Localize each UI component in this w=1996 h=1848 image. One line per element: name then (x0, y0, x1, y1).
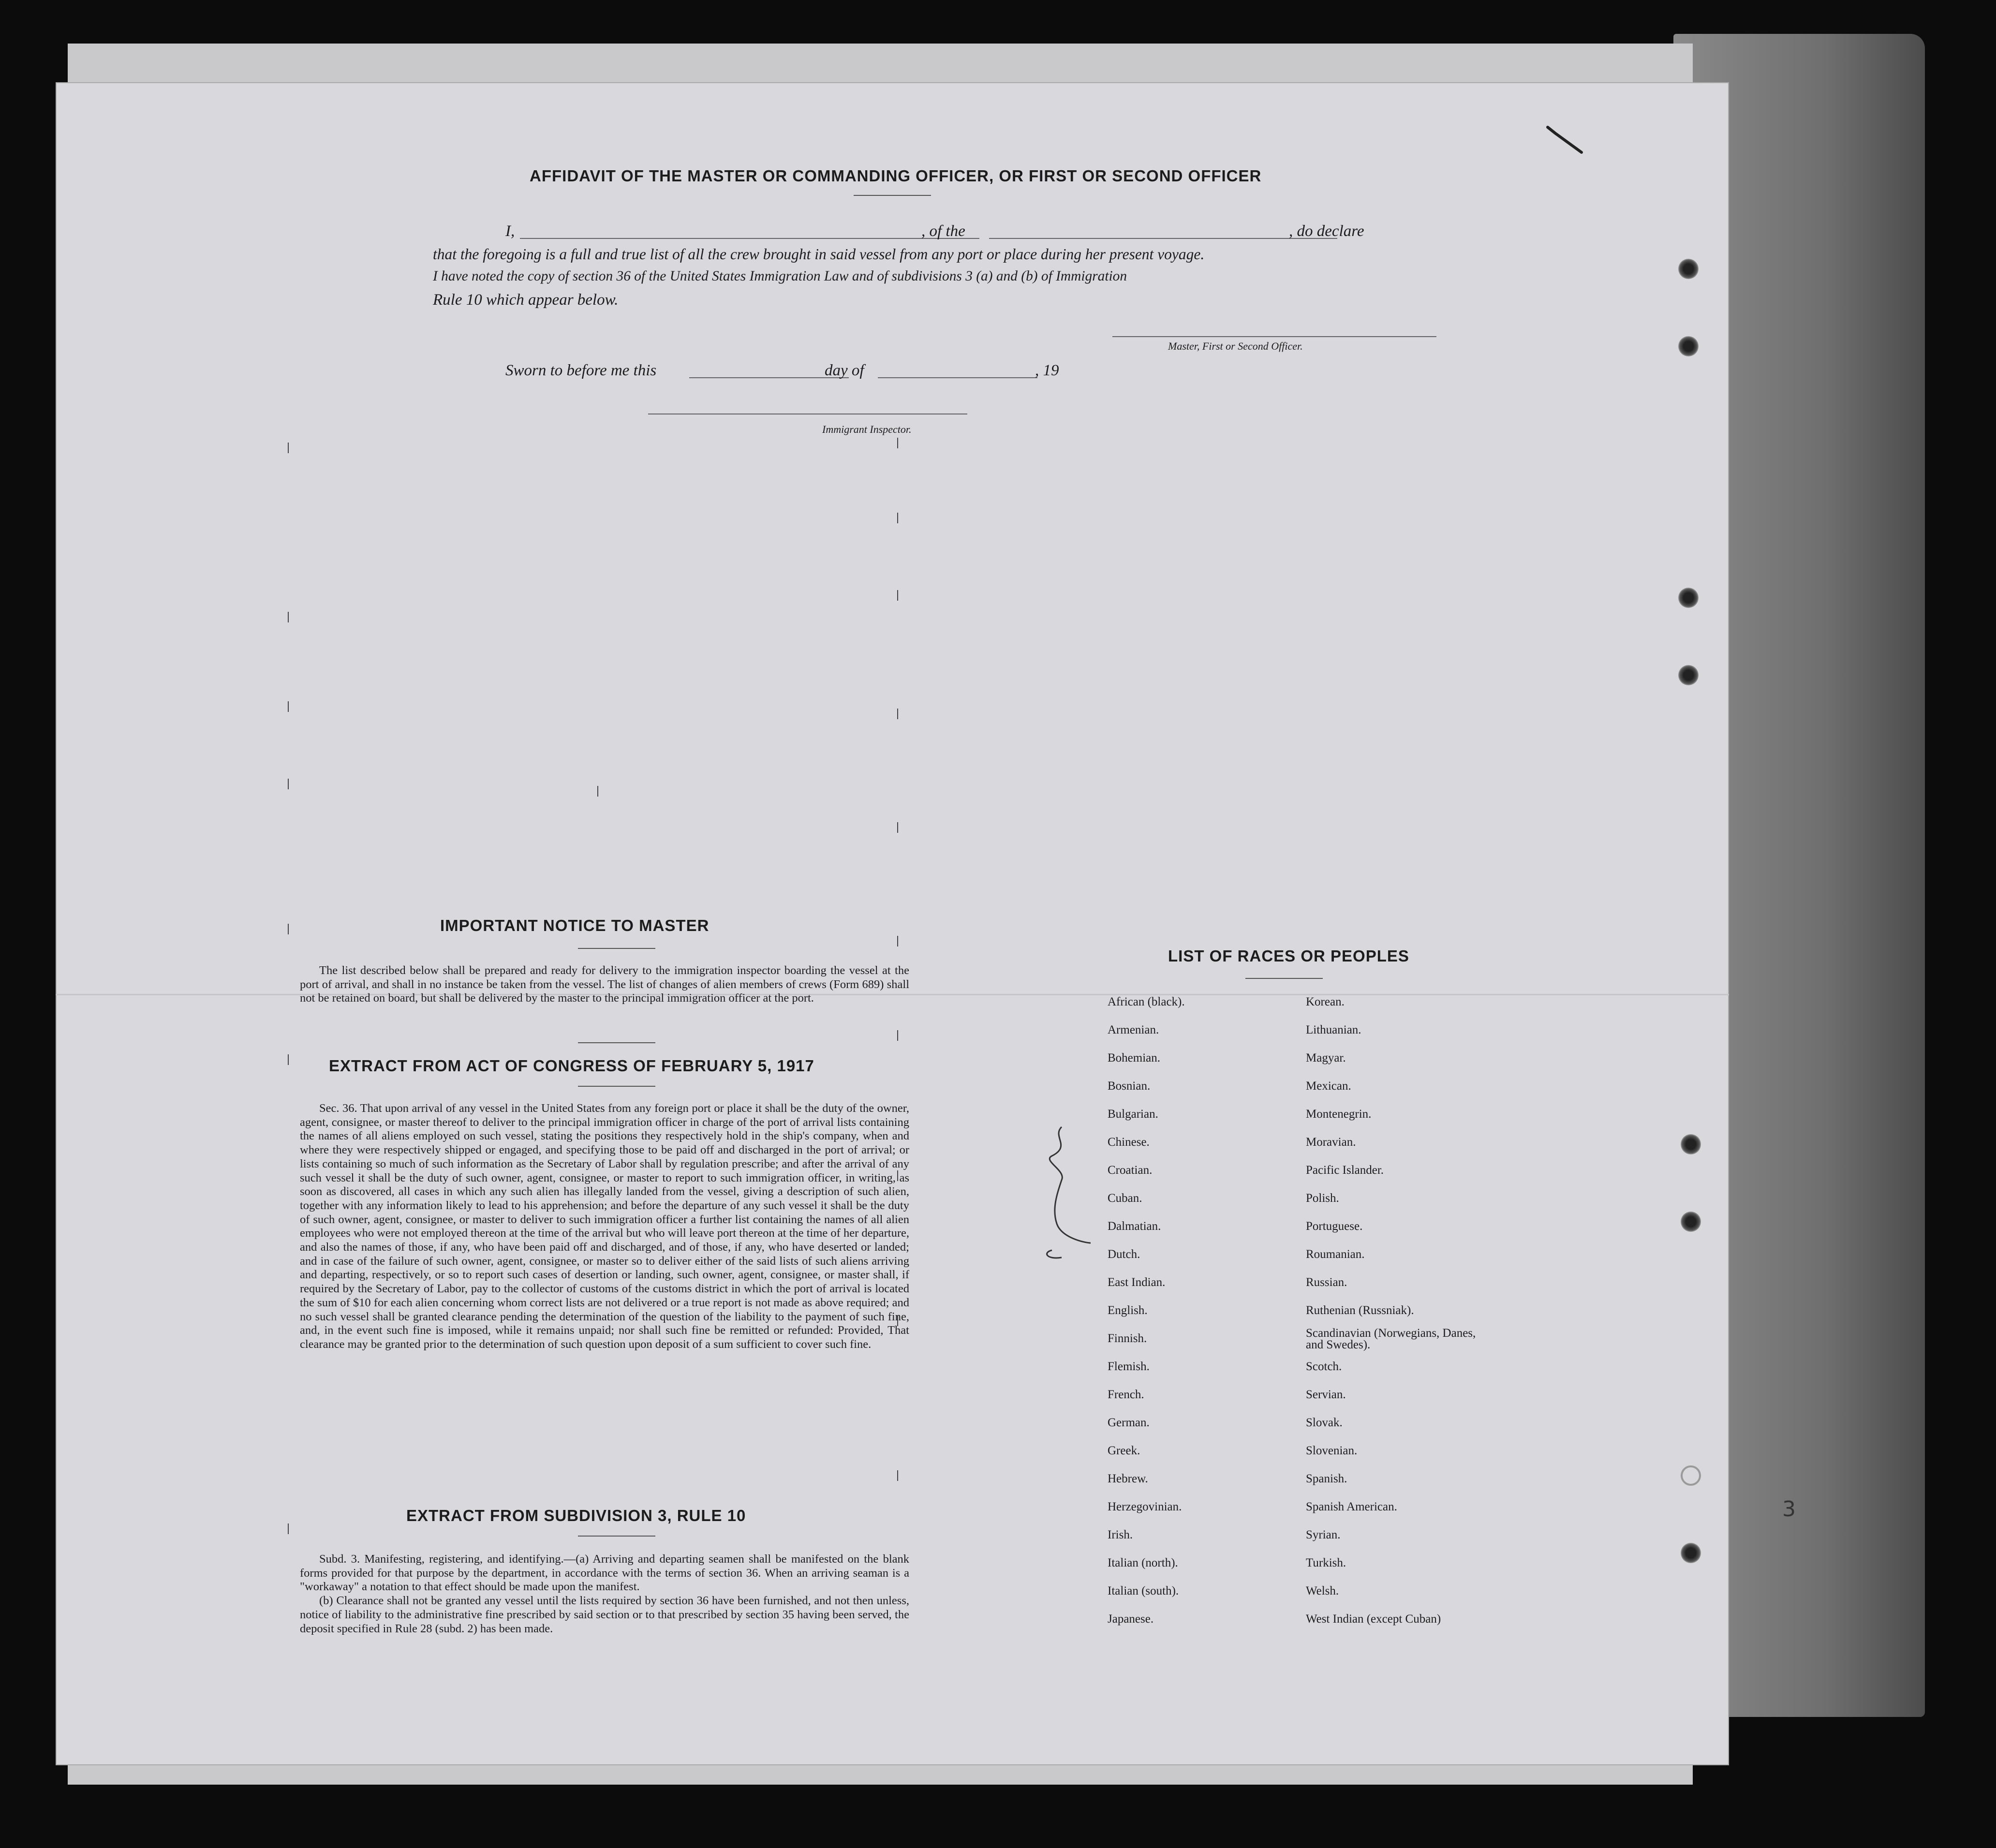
race-item: Lithuanian. (1306, 1023, 1361, 1036)
act-title: EXTRACT FROM ACT OF CONGRESS OF FEBRUARY 5, 1917 (329, 1057, 814, 1075)
rule-tick (288, 779, 289, 789)
race-item: Irish. (1108, 1528, 1133, 1541)
affidavit-of-the: , of the (921, 222, 965, 240)
race-item: Chinese. (1108, 1136, 1150, 1149)
race-item: Scotch. (1306, 1360, 1342, 1373)
pen-scribble-icon (1033, 1122, 1095, 1267)
act-overline (578, 1042, 655, 1043)
races-underline (1245, 978, 1323, 979)
master-signature-line (1112, 336, 1436, 337)
race-item: Flemish. (1108, 1360, 1150, 1373)
race-item: West Indian (except Cuban) (1306, 1612, 1441, 1626)
rule-tick (897, 822, 898, 833)
punch-hole-icon (1681, 1465, 1701, 1486)
vessel-blank (989, 238, 1337, 239)
rule-text (300, 1552, 909, 1636)
punch-hole-icon (1678, 259, 1699, 279)
affidavit-line-3: I have noted the copy of section 36 of the United States Immigration Law and of subdivisions 3 (a) and (b) of Immigration (433, 268, 1127, 284)
punch-hole-icon (1678, 336, 1699, 356)
race-item: Mexican. (1306, 1079, 1351, 1093)
race-item: Roumanian. (1306, 1248, 1365, 1261)
rule-tick (288, 1523, 289, 1534)
race-item: Bulgarian. (1108, 1108, 1158, 1121)
race-item: Dutch. (1108, 1248, 1140, 1261)
rule-tick (597, 786, 598, 797)
affidavit-title: AFFIDAVIT OF THE MASTER OR COMMANDING OFFICER, OR FIRST OR SECOND OFFICER (530, 167, 1262, 185)
punch-hole-icon (1678, 665, 1699, 685)
race-item: Dalmatian. (1108, 1220, 1161, 1233)
race-item: German. (1108, 1416, 1150, 1429)
document-page (56, 82, 1796, 1765)
race-item: Magyar. (1306, 1051, 1346, 1064)
affidavit-i: I, (505, 222, 515, 240)
race-item: Turkish. (1306, 1556, 1346, 1569)
race-item: Polish. (1306, 1192, 1339, 1205)
sworn-text: Sworn to before me this (505, 362, 657, 379)
punch-hole-icon (1678, 588, 1699, 608)
race-item: Servian. (1306, 1388, 1346, 1401)
sworn-month-blank (878, 377, 1037, 378)
affidavit-line-4: Rule 10 which appear below. (433, 291, 619, 309)
affidavit-declare: , do declare (1289, 222, 1364, 240)
race-item: Slovak. (1306, 1416, 1343, 1429)
race-item: French. (1108, 1388, 1144, 1401)
race-item: East Indian. (1108, 1276, 1166, 1289)
act-text: Sec. 36. That upon arrival of any vessel in the United States from any foreign port or place it shall be the duty of the owner, agent, consignee, or master thereof to deliver to the principal immigration officer in charge of the port of arrival lists containing the names of all aliens employed on such vessel, stating the positions they respectively hold in the ship's company, when and where they were respectively shipped or engaged, and specifying those to be paid off and discharged in the port of arrival; or lists containing so much of such information as the Secretary of Labor shall by regulation prescribe; and after the arrival of any such vessel it shall be the duty of such owner, agent, consignee, or master to report to such immigration officer, in writing, as soon as discovered, all cases in which any such alien has illegally landed from the vessel, giving a description of such alien, together with any information likely to lead to his apprehension; and before the departure of any such vessel it shall be the duty of such owner, agent, consignee, or master to deliver to such immigration officer a further list containing the names of all alien employees who were not employed thereon at the time of the arrival but who will leave port thereon at the time of her departure, and also the names of those, if any, who have been paid off and discharged, and of those, if any, who have deserted or landed; and in case of the failure of such owner, agent, consignee, or master so to deliver either of the said lists of such aliens arriving and departing, respectively, or so to report such cases of desertion or landing, such owner, agent, consignee, or master shall, if required by the Secretary of Labor, pay to the collector of customs of the customs district in which the port of arrival is located the sum of $10 for each alien concerning whom correct lists are not delivered or a true report is not made as above required; and no such vessel shall be granted clearance pending the determination of the question of the liability to the payment of such fine, and, in the event such fine is imposed, while it remains unpaid; nor shall such fine be remitted or refunded: Provided, That clearance may be granted prior to the determination of such question upon deposit of a sum sufficient to cover such fine. (300, 1102, 909, 1351)
race-item: Spanish American. (1306, 1500, 1397, 1513)
race-item: Portuguese. (1306, 1220, 1363, 1233)
race-item: Italian (north). (1108, 1556, 1178, 1569)
rule-para-a: Subd. 3. Manifesting, registering, and identifying.—(a) Arriving and departing seamen shall be manifested on the blank forms provided for that purpose by the department, in accordance with the terms of section 36. When an arriving seaman is a "workaway" a notation to that effect should be made upon the manifest. (300, 1552, 909, 1594)
rule-tick (897, 936, 898, 946)
title-underline (854, 195, 931, 196)
race-item: Moravian. (1306, 1136, 1356, 1149)
race-item: African (black). (1108, 995, 1185, 1008)
rule-tick (897, 709, 898, 719)
race-item: Finnish. (1108, 1332, 1147, 1345)
race-item: Syrian. (1306, 1528, 1341, 1541)
races-left-column (1108, 988, 1311, 1633)
inspector-label: Immigrant Inspector. (822, 423, 912, 435)
race-item: Scandinavian (Norwegians, Danes, and Swedes). (1306, 1327, 1476, 1351)
name-blank (520, 238, 979, 239)
race-item: Bosnian. (1108, 1079, 1151, 1093)
race-item: Cuban. (1108, 1192, 1142, 1205)
race-item: Slovenian. (1306, 1444, 1358, 1457)
rule-para-b: (b) Clearance shall not be granted any vessel until the lists required by section 36 have been furnished, and not then unless, notice of liability to the administrative fine prescribed by said section or to that prescribed by section 35 having been served, the deposit specified in Rule 28 (subd. 2) has been made. (300, 1594, 909, 1635)
race-item: Greek. (1108, 1444, 1140, 1457)
rule-tick (288, 701, 289, 712)
races-title: LIST OF RACES OR PEOPLES (1168, 947, 1409, 965)
rule-tick (288, 443, 289, 453)
race-item: Japanese. (1108, 1612, 1154, 1626)
rule-tick (897, 513, 898, 523)
race-item: Korean. (1306, 995, 1345, 1008)
notice-title: IMPORTANT NOTICE TO MASTER (440, 917, 710, 934)
rule-tick (288, 612, 289, 622)
race-item: Welsh. (1306, 1584, 1339, 1597)
race-item: English. (1108, 1304, 1148, 1317)
race-item: Italian (south). (1108, 1584, 1179, 1597)
margin-annotation: 3 (1782, 1497, 1796, 1522)
rule-tick (288, 1054, 289, 1065)
act-underline (578, 1086, 655, 1087)
notice-text: The list described below shall be prepared and ready for delivery to the immigration inspector boarding the vessel at the port of arrival, and shall in no instance be taken from the vessel. The list of changes of alien members of crews (Form 689) shall not be retained on board, but shall be delivered by the master to the principal immigration officer at the port. (300, 964, 909, 1005)
notice-underline (578, 948, 655, 949)
race-item: Ruthenian (Russniak). (1306, 1304, 1414, 1317)
race-item: Armenian. (1108, 1023, 1159, 1036)
punch-hole-icon (1681, 1212, 1701, 1232)
race-item: Croatian. (1108, 1164, 1153, 1177)
pen-mark-icon (1545, 123, 1589, 162)
rule-tick (897, 438, 898, 448)
race-item: Spanish. (1306, 1472, 1347, 1485)
rule-tick (897, 590, 898, 601)
race-item: Russian. (1306, 1276, 1347, 1289)
race-item: Montenegrin. (1306, 1108, 1372, 1121)
rule-tick (897, 1470, 898, 1481)
race-item: Herzegovinian. (1108, 1500, 1182, 1513)
punch-hole-icon (1681, 1134, 1701, 1154)
rule-title: EXTRACT FROM SUBDIVISION 3, RULE 10 (406, 1507, 746, 1524)
master-label: Master, First or Second Officer. (1168, 340, 1303, 352)
race-item: Bohemian. (1108, 1051, 1161, 1064)
race-item: Hebrew. (1108, 1472, 1148, 1485)
race-item: Pacific Islander. (1306, 1164, 1384, 1177)
affidavit-line-2: that the foregoing is a full and true list of all the crew brought in said vessel from any port or place during her present voyage. (433, 246, 1205, 263)
year-text: , 19 (1035, 362, 1059, 379)
rule-tick (897, 1030, 898, 1041)
races-right-column (1306, 988, 1548, 1633)
rule-underline (578, 1536, 655, 1537)
rule-tick (288, 924, 289, 934)
day-of-text: day of (825, 362, 864, 379)
punch-hole-icon (1681, 1543, 1701, 1563)
